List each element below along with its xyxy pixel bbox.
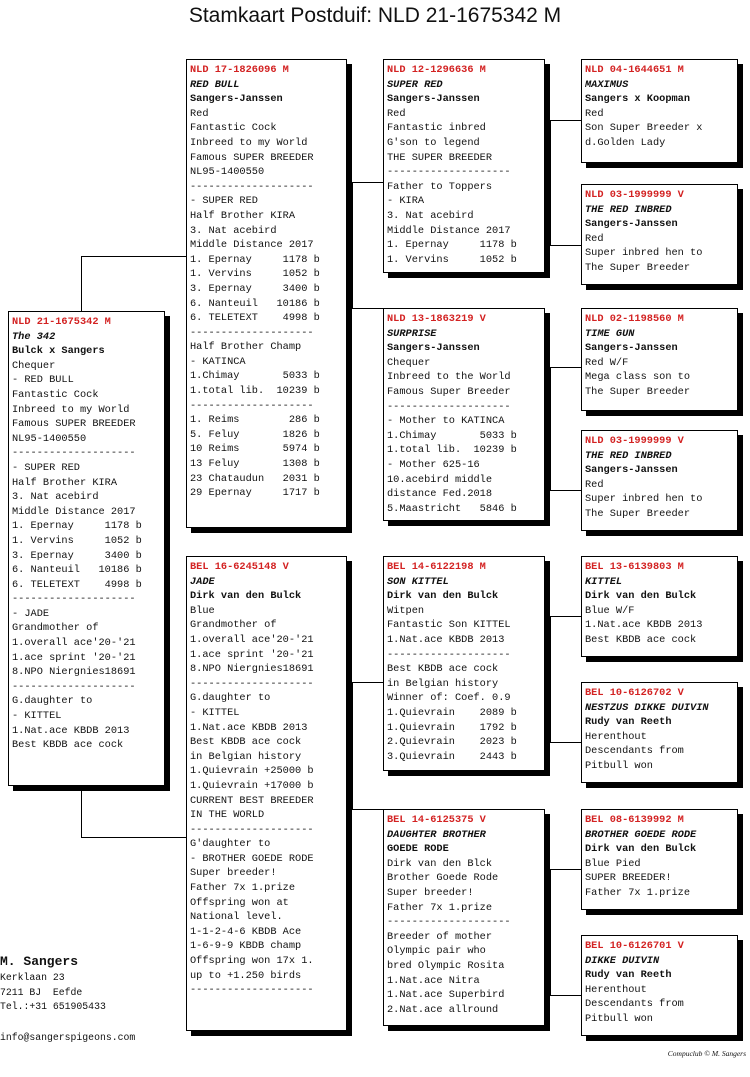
info-line: 1.Chimay 5033 b — [387, 429, 517, 442]
breeder-name: Sangers-Janssen — [585, 218, 678, 231]
info-line: Offspring won at — [190, 896, 289, 909]
connector-line — [81, 256, 82, 311]
info-line: Middle Distance 2017 — [387, 224, 511, 237]
info-line: Famous Super Breeder — [387, 385, 511, 398]
ring-number: BEL 13-6139803 M — [585, 561, 684, 573]
info-line: 8.NPO Niergnies18691 — [190, 663, 314, 676]
info-line: 6. TELETEXT 4998 b — [190, 312, 320, 325]
pigeon-name: The 342 — [12, 330, 56, 343]
info-line: - KIRA — [387, 195, 425, 208]
info-line: Blue W/F — [585, 604, 635, 617]
info-line: 1.Chimay 5033 b — [190, 370, 320, 383]
info-line: G.daughter to — [12, 695, 93, 708]
connector-line — [81, 256, 186, 257]
info-line: Descendants from — [585, 998, 684, 1011]
ring-number: BEL 14-6122198 M — [387, 561, 486, 573]
info-line: 6. TELETEXT 4998 b — [12, 578, 142, 591]
breeder-name: Dirk van den Bulck — [585, 590, 697, 603]
ring-number: BEL 16-6245148 V — [190, 561, 289, 573]
info-line: Father 7x 1.prize — [190, 882, 296, 895]
connector-line — [550, 742, 581, 743]
info-line: SUPER BREEDER! — [585, 872, 672, 885]
info-line: 8.NPO Niergnies18691 — [12, 666, 136, 679]
info-line: Son Super Breeder x — [585, 122, 703, 135]
info-line: The Super Breeder — [585, 507, 691, 520]
info-line: 1.overall ace'20-'21 — [190, 633, 314, 646]
info-line: - KATINCA — [190, 355, 246, 368]
info-line: 13 Feluy 1308 b — [190, 458, 320, 471]
info-line: Red W/F — [585, 356, 629, 369]
pigeon-name: TIME GUN — [585, 327, 635, 340]
connector-line — [550, 367, 551, 490]
info-line: G'daughter to — [190, 838, 271, 851]
info-line: 1.Nat.ace KBDB 2013 — [12, 724, 130, 737]
connector-line — [550, 869, 581, 870]
info-line: Herenthout — [585, 983, 647, 996]
info-line: Pitbull won — [585, 1012, 653, 1025]
info-line: - KITTEL — [190, 706, 240, 719]
info-line: - RED BULL — [12, 374, 74, 387]
connector-line — [352, 682, 383, 683]
info-line: Super inbred hen to — [585, 247, 703, 260]
connector-line — [81, 837, 186, 838]
connector-line — [550, 869, 551, 995]
pedigree-card-dam-sire[interactable] — [383, 556, 545, 771]
info-line: 1.Quievrain +17000 b — [190, 779, 314, 792]
info-line: Half Brother KIRA — [190, 209, 296, 222]
info-line: Inbreed to my World — [190, 136, 308, 149]
info-line: -------------------- — [190, 823, 314, 836]
info-line: G'son to legend — [387, 136, 480, 149]
info-line: distance Fed.2018 — [387, 488, 493, 501]
info-line: CURRENT BEST BREEDER — [190, 794, 314, 807]
info-line: Descendants from — [585, 745, 684, 758]
info-line: - BROTHER GOEDE RODE — [190, 852, 314, 865]
info-line: 1.total lib. 10239 b — [387, 444, 517, 457]
info-line: -------------------- — [12, 680, 136, 693]
pedigree-card-sire-sire[interactable] — [383, 59, 545, 273]
owner-name: M. Sangers — [0, 954, 79, 969]
info-line: 1-1-2-4-6 KBDB Ace — [190, 925, 302, 938]
pedigree-card-sdd[interactable] — [581, 430, 738, 531]
connector-line — [352, 809, 383, 810]
info-line: Father 7x 1.prize — [585, 886, 691, 899]
connector-line — [550, 120, 551, 245]
info-line: 1.Nat.ace KBDB 2013 — [190, 721, 308, 734]
info-line: -------------------- — [387, 400, 511, 413]
ring-number: NLD 17-1826096 M — [190, 64, 289, 76]
breeder-name: GOEDE RODE — [387, 843, 449, 856]
info-line: 1.Quievrain 1792 b — [387, 721, 517, 734]
breeder-name: Rudy van Reeth — [585, 716, 672, 729]
info-line: bred Olympic Rosita — [387, 959, 505, 972]
info-line: NL95-1400550 — [12, 432, 87, 445]
info-line: 1.total lib. 10239 b — [190, 385, 320, 398]
info-line: Super breeder! — [387, 886, 474, 899]
info-line: Fantastic Cock — [190, 122, 277, 135]
info-line: d.Golden Lady — [585, 136, 666, 149]
info-line: Witpen — [387, 604, 425, 617]
pigeon-name: THE RED INBRED — [585, 449, 672, 462]
pedigree-card-subject[interactable] — [8, 311, 165, 786]
info-line: -------------------- — [190, 677, 314, 690]
page-title: Stamkaart Postduif: NLD 21-1675342 M — [188, 4, 562, 27]
info-line: 1.Nat.ace KBDB 2013 — [585, 619, 703, 632]
info-line: Middle Distance 2017 — [190, 239, 314, 252]
info-line: 5.Maastricht 5846 b — [387, 502, 517, 515]
pigeon-name: BROTHER GOEDE RODE — [585, 828, 697, 841]
ring-number: BEL 10-6126702 V — [585, 687, 684, 699]
info-line: Half Brother Champ — [190, 341, 302, 354]
pedigree-card-ddd[interactable] — [581, 935, 738, 1036]
owner-email[interactable]: info@sangerspigeons.com — [0, 1032, 136, 1043]
info-line: 1-6-9-9 KBDB champ — [190, 940, 302, 953]
info-line: 1.Quievrain 2089 b — [387, 706, 517, 719]
info-line: 2.Quievrain 2023 b — [387, 736, 517, 749]
info-line: 1. Reims 286 b — [190, 414, 320, 427]
ring-number: NLD 04-1644651 M — [585, 64, 684, 76]
info-line: -------------------- — [190, 984, 314, 997]
owner-phone: Tel.:+31 651905433 — [0, 1001, 106, 1012]
info-line: National level. — [190, 911, 283, 924]
info-line: 6. Nanteuil 10186 b — [190, 297, 320, 310]
info-line: -------------------- — [387, 916, 511, 929]
info-line: The Super Breeder — [585, 385, 691, 398]
ring-number: NLD 02-1198560 M — [585, 313, 684, 325]
info-line: -------------------- — [12, 593, 136, 606]
info-line: 3.Quievrain 2443 b — [387, 750, 517, 763]
info-line: 1.ace sprint '20-'21 — [190, 648, 314, 661]
info-line: - SUPER RED — [190, 195, 258, 208]
info-line: 1. Epernay 1178 b — [190, 253, 320, 266]
info-line: Herenthout — [585, 730, 647, 743]
info-line: 1.overall ace'20-'21 — [12, 637, 136, 650]
pigeon-name: SON KITTEL — [387, 575, 449, 588]
connector-line — [550, 245, 581, 246]
info-line: 3. Epernay 3400 b — [190, 282, 320, 295]
info-line: 1.Nat.ace KBDB 2013 — [387, 633, 505, 646]
info-line: Red — [387, 107, 406, 120]
connector-line — [550, 490, 581, 491]
connector-line — [550, 995, 581, 996]
owner-address-line: 7211 BJ Eefde — [0, 986, 83, 998]
info-line: 1. Epernay 1178 b — [387, 239, 517, 252]
info-line: Olympic pair who — [387, 945, 486, 958]
info-line: 29 Epernay 1717 b — [190, 487, 320, 500]
info-line: 1. Vervins 1052 b — [190, 268, 320, 281]
pigeon-name: MAXIMUS — [585, 78, 629, 91]
info-line: Best KBDB ace cock — [12, 739, 124, 752]
info-line: Red — [585, 478, 604, 491]
info-line: Offspring won 17x 1. — [190, 955, 314, 968]
info-line: 1. Vervins 1052 b — [387, 253, 517, 266]
owner-info — [0, 953, 106, 1015]
info-line: Grandmother of — [190, 619, 277, 632]
pigeon-name: DAUGHTER BROTHER — [387, 828, 486, 841]
breeder-name: Sangers x Koopman — [585, 93, 691, 106]
breeder-name: Bulck x Sangers — [12, 345, 105, 358]
info-line: Inbreed to the World — [387, 371, 511, 384]
info-line: Fantastic Son KITTEL — [387, 619, 511, 632]
info-line: -------------------- — [387, 648, 511, 661]
info-line: The Super Breeder — [585, 261, 691, 274]
info-line: -------------------- — [190, 180, 314, 193]
info-line: Chequer — [12, 359, 56, 372]
info-line: 23 Chataudun 2031 b — [190, 472, 320, 485]
info-line: -------------------- — [12, 447, 136, 460]
breeder-name: Sangers-Janssen — [585, 464, 678, 477]
connector-line — [352, 182, 353, 308]
info-line: Dirk van den Blck — [387, 857, 493, 870]
info-line: Blue — [190, 604, 215, 617]
breeder-name: Rudy van Reeth — [585, 969, 672, 982]
breeder-name: Dirk van den Bulck — [585, 843, 697, 856]
info-line: G.daughter to — [190, 692, 271, 705]
info-line: Half Brother KIRA — [12, 476, 118, 489]
pigeon-name: THE RED INBRED — [585, 203, 672, 216]
info-line: - Mother to KATINCA — [387, 415, 505, 428]
info-line: Super inbred hen to — [585, 493, 703, 506]
connector-line — [550, 616, 551, 742]
info-line: Blue Pied — [585, 857, 641, 870]
info-line: Famous SUPER BREEDER — [190, 151, 314, 164]
breeder-name: Sangers-Janssen — [190, 93, 283, 106]
info-line: Inbreed to my World — [12, 403, 130, 416]
info-line: Fantastic inbred — [387, 122, 486, 135]
ring-number: BEL 10-6126701 V — [585, 940, 684, 952]
info-line: -------------------- — [190, 399, 314, 412]
breeder-name: Sangers-Janssen — [387, 342, 480, 355]
info-line: -------------------- — [190, 326, 314, 339]
info-line: NL95-1400550 — [190, 166, 265, 179]
info-line: Pitbull won — [585, 759, 653, 772]
pedigree-card-sds[interactable] — [581, 308, 738, 411]
pigeon-name: JADE — [190, 575, 215, 588]
info-line: 6. Nanteuil 10186 b — [12, 564, 142, 577]
info-line: 3. Nat acebird — [387, 209, 474, 222]
info-line: Red — [585, 107, 604, 120]
pedigree-card-sire[interactable] — [186, 59, 347, 528]
ring-number: NLD 03-1999999 V — [585, 189, 684, 201]
info-line: 1. Vervins 1052 b — [12, 534, 142, 547]
connector-line — [81, 786, 82, 837]
info-line: 10.acebird middle — [387, 473, 493, 486]
info-line: 1. Epernay 1178 b — [12, 520, 142, 533]
info-line: -------------------- — [387, 166, 511, 179]
info-line: 3. Epernay 3400 b — [12, 549, 142, 562]
owner-address-line: Kerklaan 23 — [0, 972, 65, 983]
info-line: Famous SUPER BREEDER — [12, 418, 136, 431]
breeder-name: Dirk van den Bulck — [387, 590, 499, 603]
connector-line — [550, 367, 581, 368]
ring-number: NLD 03-1999999 V — [585, 435, 684, 447]
info-line: 2.Nat.ace allround — [387, 1003, 499, 1016]
info-line: Chequer — [387, 356, 431, 369]
info-line: 1.Quievrain +25000 b — [190, 765, 314, 778]
info-line: Middle Distance 2017 — [12, 505, 136, 518]
pigeon-name: KITTEL — [585, 575, 623, 588]
info-line: - JADE — [12, 607, 50, 620]
ring-number: NLD 21-1675342 M — [12, 316, 111, 328]
pedigree-card-dss[interactable] — [581, 556, 738, 657]
info-line: Mega class son to — [585, 371, 691, 384]
ring-number: BEL 08-6139992 M — [585, 814, 684, 826]
info-line: Father to Toppers — [387, 180, 493, 193]
info-line: Best KBDB ace cock — [585, 633, 697, 646]
info-line: 3. Nat acebird — [190, 224, 277, 237]
info-line: - KITTEL — [12, 710, 62, 723]
connector-line — [550, 120, 581, 121]
info-line: IN THE WORLD — [190, 809, 265, 822]
breeder-name: Sangers-Janssen — [387, 93, 480, 106]
info-line: 1.ace sprint '20-'21 — [12, 651, 136, 664]
info-line: Father 7x 1.prize — [387, 901, 493, 914]
pigeon-name: DIKKE DUIVIN — [585, 954, 660, 967]
info-line: Breeder of mother — [387, 930, 493, 943]
info-line: Red — [585, 232, 604, 245]
pedigree-card-dam[interactable] — [186, 556, 347, 1031]
info-line: Best KBDB ace cock — [387, 663, 499, 676]
pigeon-name: NESTZUS DIKKE DUIVIN — [585, 701, 709, 714]
info-line: 3. Nat acebird — [12, 491, 99, 504]
ring-number: NLD 12-1296636 M — [387, 64, 486, 76]
info-line: 1.Nat.ace Nitra — [387, 974, 480, 987]
info-line: Red — [190, 107, 209, 120]
ring-number: NLD 13-1863219 V — [387, 313, 486, 325]
pedigree-card-dam-dam[interactable] — [383, 809, 545, 1026]
pigeon-name: SURPRISE — [387, 327, 437, 340]
info-line: Winner of: Coef. 0.9 — [387, 692, 511, 705]
connector-line — [352, 308, 383, 309]
pedigree-card-ssd[interactable] — [581, 184, 738, 285]
pigeon-name: RED BULL — [190, 78, 240, 91]
info-line: 10 Reims 5974 b — [190, 443, 320, 456]
pedigree-card-dsd[interactable] — [581, 682, 738, 783]
ring-number: BEL 14-6125375 V — [387, 814, 486, 826]
pedigree-card-sss[interactable] — [581, 59, 738, 163]
info-line: Grandmother of — [12, 622, 99, 635]
info-line: Best KBDB ace cock — [190, 736, 302, 749]
breeder-name: Sangers-Janssen — [585, 342, 678, 355]
info-line: Super breeder! — [190, 867, 277, 880]
pigeon-name: SUPER RED — [387, 78, 443, 91]
info-line: THE SUPER BREEDER — [387, 151, 493, 164]
info-line: 1.Nat.ace Superbird — [387, 989, 505, 1002]
connector-line — [352, 182, 383, 183]
info-line: Fantastic Cock — [12, 388, 99, 401]
pedigree-card-sire-dam[interactable] — [383, 308, 545, 521]
footer-credit: Compuclub © M. Sangers — [667, 1049, 746, 1058]
connector-line — [550, 616, 581, 617]
connector-line — [352, 682, 353, 809]
info-line: 5. Feluy 1826 b — [190, 428, 320, 441]
info-line: Brother Goede Rode — [387, 872, 499, 885]
breeder-name: Dirk van den Bulck — [190, 590, 302, 603]
info-line: - Mother 625-16 — [387, 458, 480, 471]
info-line: - SUPER RED — [12, 461, 80, 474]
info-line: in Belgian history — [190, 750, 302, 763]
info-line: up to +1.250 birds — [190, 969, 302, 982]
info-line: in Belgian history — [387, 677, 499, 690]
pedigree-card-dds[interactable] — [581, 809, 738, 910]
